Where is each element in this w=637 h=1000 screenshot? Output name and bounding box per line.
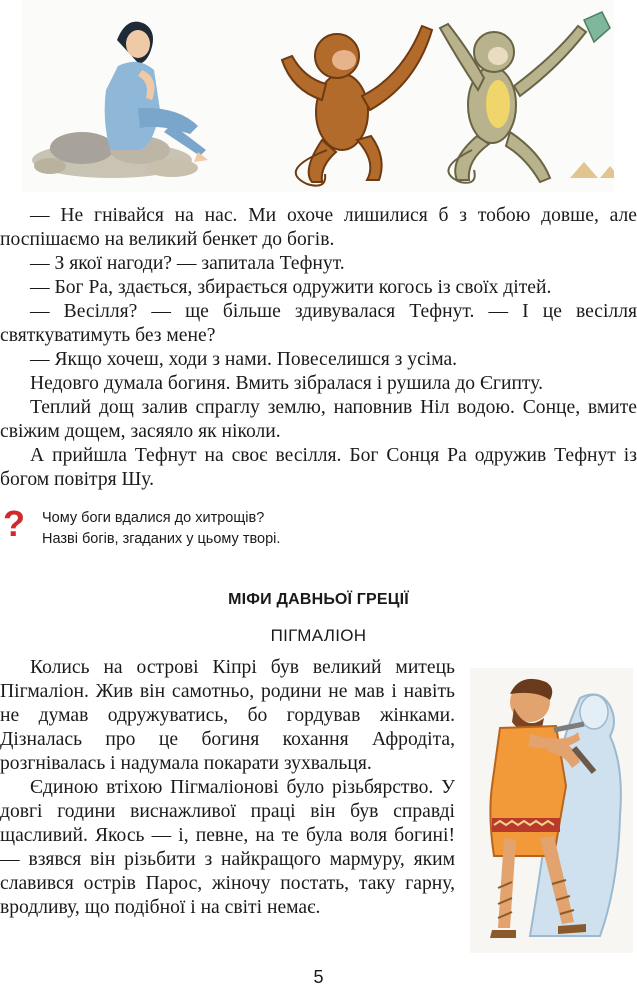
paragraph: А прийшла Тефнут на своє весілля. Бог Сонця Ра одружив Тефнут із богом повітря Шу. [0,445,637,490]
pygmalion-illustration [470,668,633,953]
questions-block [0,503,637,552]
paragraph: — Якщо хочеш, ходи з нами. Повеселишся з усіма. [30,349,458,370]
section-title: МІФИ ДАВНЬОЇ ГРЕЦІЇ [228,591,409,608]
paragraph: Єдиною втіхою Пігмаліонові було різьбярство. У довгі години виснажливої праці він був справді щасливий. Якось — і, певне, на те була воля богині! — взявся він різьбити з найкращого мармуру, яким славився острів Парос, жіночу постать, таку гарну, вродливу, що подібної і на світі немає. [0,777,455,918]
paragraph: — Весілля? — ще більше здивувалася Тефнут. — І це весілля святкуватимуть без мене? [0,301,637,346]
pygmalion-text [0,656,455,920]
page-number: 5 [313,967,324,987]
story-continuation [0,204,637,492]
story-title: ПІГМАЛІОН [270,626,367,645]
paragraph: — З якої нагоди? — запитала Тефнут. [30,253,345,274]
paragraph: Колись на острові Кіпрі був великий митець Пігмаліон. Жив він самотньо, родини не мав і навіть не думав одружуватись, бо гордував жінками. Дізналась про це богиня кохання Афродіта, розгнівалась і надумала покарати зухвальця. [0,657,455,774]
paragraph: Теплий дощ залив спраглу землю, наповнив Ніл водою. Сонце, вмите свіжим дощем, засяяло як ніколи. [0,397,637,442]
paragraph: — Не гнівайся на нас. Ми охоче лишилися б з тобою довше, але поспішаємо на великий бенкет до богів. [0,205,637,250]
question-item: Чому боги вдалися до хитрощів? [42,510,265,526]
question-mark-icon: ? [3,503,25,544]
paragraph: Недовго думала богиня. Вмить зібралася і рушила до Єгипту. [30,373,543,394]
questions-list [42,508,280,550]
top-illustration [22,0,614,192]
paragraph: — Бог Ра, здається, збирається одружити когось із своїх дітей. [30,277,552,298]
question-item: Назві богів, згаданих у цьому творі. [42,531,281,547]
